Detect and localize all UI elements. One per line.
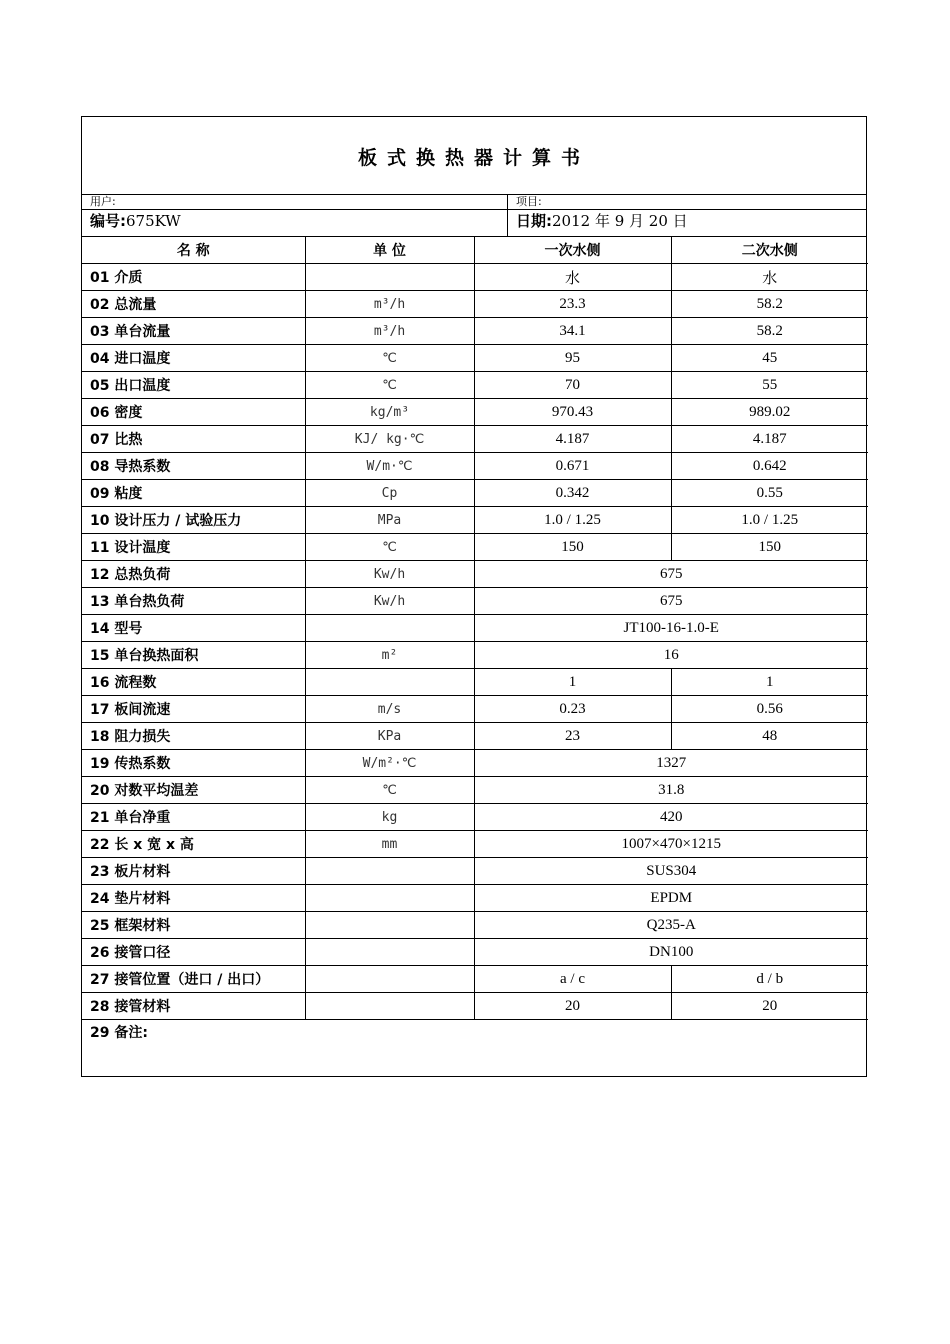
row-unit: ℃ bbox=[305, 372, 474, 399]
row-unit: Cp bbox=[305, 480, 474, 507]
row-merged-value: SUS304 bbox=[474, 858, 868, 885]
row-secondary-value: 0.642 bbox=[671, 453, 868, 480]
row-name: 02 总流量 bbox=[82, 291, 305, 318]
row-secondary-value: d / b bbox=[671, 966, 868, 993]
header-name: 名 称 bbox=[82, 237, 305, 264]
table-row bbox=[82, 561, 868, 588]
row-name: 26 接管口径 bbox=[82, 939, 305, 966]
row-name: 16 流程数 bbox=[82, 669, 305, 696]
table-row bbox=[82, 885, 868, 912]
row-unit: kg bbox=[305, 804, 474, 831]
table-row bbox=[82, 696, 868, 723]
table-row bbox=[82, 588, 868, 615]
table-row bbox=[82, 507, 868, 534]
row-primary-value: 95 bbox=[474, 345, 671, 372]
table-row bbox=[82, 966, 868, 993]
row-secondary-value: 48 bbox=[671, 723, 868, 750]
table-row bbox=[82, 345, 868, 372]
row-primary-value: 70 bbox=[474, 372, 671, 399]
row-unit bbox=[305, 858, 474, 885]
row-merged-value: Q235-A bbox=[474, 912, 868, 939]
row-primary-value: a / c bbox=[474, 966, 671, 993]
table-row bbox=[82, 480, 868, 507]
row-merged-value: DN100 bbox=[474, 939, 868, 966]
row-merged-value: 1327 bbox=[474, 750, 868, 777]
row-name: 11 设计温度 bbox=[82, 534, 305, 561]
table-row bbox=[82, 372, 868, 399]
row-secondary-value: 水 bbox=[671, 264, 868, 291]
code-field bbox=[82, 210, 508, 236]
row-merged-value: EPDM bbox=[474, 885, 868, 912]
table-row bbox=[82, 642, 868, 669]
row-unit: m/s bbox=[305, 696, 474, 723]
table-row bbox=[82, 777, 868, 804]
remarks-label: 29 备注: bbox=[90, 1025, 148, 1041]
row-merged-value: 16 bbox=[474, 642, 868, 669]
row-primary-value: 970.43 bbox=[474, 399, 671, 426]
table-row bbox=[82, 669, 868, 696]
row-name: 24 垫片材料 bbox=[82, 885, 305, 912]
row-unit: ℃ bbox=[305, 534, 474, 561]
row-primary-value: 1 bbox=[474, 669, 671, 696]
table-row bbox=[82, 264, 868, 291]
meta-row-user-project bbox=[82, 195, 866, 210]
spec-table bbox=[82, 237, 868, 1020]
row-name: 08 导热系数 bbox=[82, 453, 305, 480]
header-unit: 单 位 bbox=[305, 237, 474, 264]
row-name: 23 板片材料 bbox=[82, 858, 305, 885]
table-row bbox=[82, 318, 868, 345]
row-primary-value: 20 bbox=[474, 993, 671, 1020]
row-name: 13 单台热负荷 bbox=[82, 588, 305, 615]
row-unit: m³/h bbox=[305, 291, 474, 318]
row-merged-value: 675 bbox=[474, 561, 868, 588]
row-unit: KJ/ kg·℃ bbox=[305, 426, 474, 453]
row-secondary-value: 58.2 bbox=[671, 318, 868, 345]
table-row bbox=[82, 993, 868, 1020]
row-primary-value: 0.23 bbox=[474, 696, 671, 723]
project-label: 项目: bbox=[516, 195, 542, 208]
row-unit: m³/h bbox=[305, 318, 474, 345]
table-row bbox=[82, 399, 868, 426]
row-unit: m² bbox=[305, 642, 474, 669]
row-name: 20 对数平均温差 bbox=[82, 777, 305, 804]
row-unit: kg/m³ bbox=[305, 399, 474, 426]
row-unit: W/m·℃ bbox=[305, 453, 474, 480]
date-field bbox=[508, 210, 866, 236]
table-row bbox=[82, 912, 868, 939]
row-secondary-value: 20 bbox=[671, 993, 868, 1020]
row-primary-value: 水 bbox=[474, 264, 671, 291]
header-primary: 一次水侧 bbox=[474, 237, 671, 264]
row-name: 05 出口温度 bbox=[82, 372, 305, 399]
row-unit: mm bbox=[305, 831, 474, 858]
row-name: 09 粘度 bbox=[82, 480, 305, 507]
remarks-row bbox=[82, 1020, 866, 1076]
row-unit bbox=[305, 264, 474, 291]
date-label: 日期: bbox=[516, 212, 552, 230]
row-name: 19 传热系数 bbox=[82, 750, 305, 777]
row-name: 22 长 x 宽 x 高 bbox=[82, 831, 305, 858]
row-unit bbox=[305, 966, 474, 993]
table-row bbox=[82, 804, 868, 831]
row-merged-value: 675 bbox=[474, 588, 868, 615]
table-row bbox=[82, 831, 868, 858]
row-secondary-value: 45 bbox=[671, 345, 868, 372]
row-primary-value: 0.342 bbox=[474, 480, 671, 507]
row-unit: KPa bbox=[305, 723, 474, 750]
row-primary-value: 150 bbox=[474, 534, 671, 561]
table-row bbox=[82, 534, 868, 561]
table-row bbox=[82, 426, 868, 453]
table-header-row bbox=[82, 237, 868, 264]
meta-row-code-date bbox=[82, 210, 866, 237]
row-unit: W/m²·℃ bbox=[305, 750, 474, 777]
row-unit: ℃ bbox=[305, 345, 474, 372]
row-name: 21 单台净重 bbox=[82, 804, 305, 831]
table-row bbox=[82, 291, 868, 318]
row-name: 04 进口温度 bbox=[82, 345, 305, 372]
table-row bbox=[82, 750, 868, 777]
table-row bbox=[82, 858, 868, 885]
row-unit: MPa bbox=[305, 507, 474, 534]
table-row bbox=[82, 453, 868, 480]
table-row bbox=[82, 723, 868, 750]
row-name: 03 单台流量 bbox=[82, 318, 305, 345]
row-name: 27 接管位置（进口 / 出口） bbox=[82, 966, 305, 993]
page-title: 板式换热器计算书 bbox=[357, 147, 590, 169]
table-row bbox=[82, 939, 868, 966]
row-secondary-value: 1.0 / 1.25 bbox=[671, 507, 868, 534]
table-row bbox=[82, 615, 868, 642]
row-name: 06 密度 bbox=[82, 399, 305, 426]
row-name: 15 单台换热面积 bbox=[82, 642, 305, 669]
row-secondary-value: 1 bbox=[671, 669, 868, 696]
user-field bbox=[82, 195, 508, 209]
row-primary-value: 4.187 bbox=[474, 426, 671, 453]
row-unit bbox=[305, 912, 474, 939]
row-primary-value: 34.1 bbox=[474, 318, 671, 345]
date-value: 2012 年 9 月 20 日 bbox=[552, 212, 688, 230]
calculation-sheet bbox=[81, 116, 867, 1077]
row-unit bbox=[305, 993, 474, 1020]
row-merged-value: JT100-16-1.0-E bbox=[474, 615, 868, 642]
row-name: 25 框架材料 bbox=[82, 912, 305, 939]
row-primary-value: 0.671 bbox=[474, 453, 671, 480]
row-name: 10 设计压力 / 试验压力 bbox=[82, 507, 305, 534]
row-unit: Kw/h bbox=[305, 561, 474, 588]
code-value: 675KW bbox=[126, 212, 181, 230]
row-secondary-value: 55 bbox=[671, 372, 868, 399]
row-secondary-value: 58.2 bbox=[671, 291, 868, 318]
user-label: 用户: bbox=[90, 195, 116, 208]
row-merged-value: 31.8 bbox=[474, 777, 868, 804]
row-unit bbox=[305, 939, 474, 966]
row-unit bbox=[305, 885, 474, 912]
row-name: 07 比热 bbox=[82, 426, 305, 453]
row-name: 18 阻力损失 bbox=[82, 723, 305, 750]
row-merged-value: 420 bbox=[474, 804, 868, 831]
row-secondary-value: 0.56 bbox=[671, 696, 868, 723]
row-name: 12 总热负荷 bbox=[82, 561, 305, 588]
row-name: 01 介质 bbox=[82, 264, 305, 291]
project-field bbox=[508, 195, 866, 209]
row-primary-value: 1.0 / 1.25 bbox=[474, 507, 671, 534]
row-unit bbox=[305, 669, 474, 696]
row-secondary-value: 4.187 bbox=[671, 426, 868, 453]
row-secondary-value: 150 bbox=[671, 534, 868, 561]
header-secondary: 二次水侧 bbox=[671, 237, 868, 264]
row-unit: ℃ bbox=[305, 777, 474, 804]
row-primary-value: 23.3 bbox=[474, 291, 671, 318]
row-name: 28 接管材料 bbox=[82, 993, 305, 1020]
row-unit: Kw/h bbox=[305, 588, 474, 615]
row-merged-value: 1007×470×1215 bbox=[474, 831, 868, 858]
row-secondary-value: 0.55 bbox=[671, 480, 868, 507]
row-unit bbox=[305, 615, 474, 642]
title-row bbox=[82, 117, 866, 195]
row-secondary-value: 989.02 bbox=[671, 399, 868, 426]
code-label: 编号: bbox=[90, 212, 126, 230]
row-name: 17 板间流速 bbox=[82, 696, 305, 723]
row-primary-value: 23 bbox=[474, 723, 671, 750]
row-name: 14 型号 bbox=[82, 615, 305, 642]
